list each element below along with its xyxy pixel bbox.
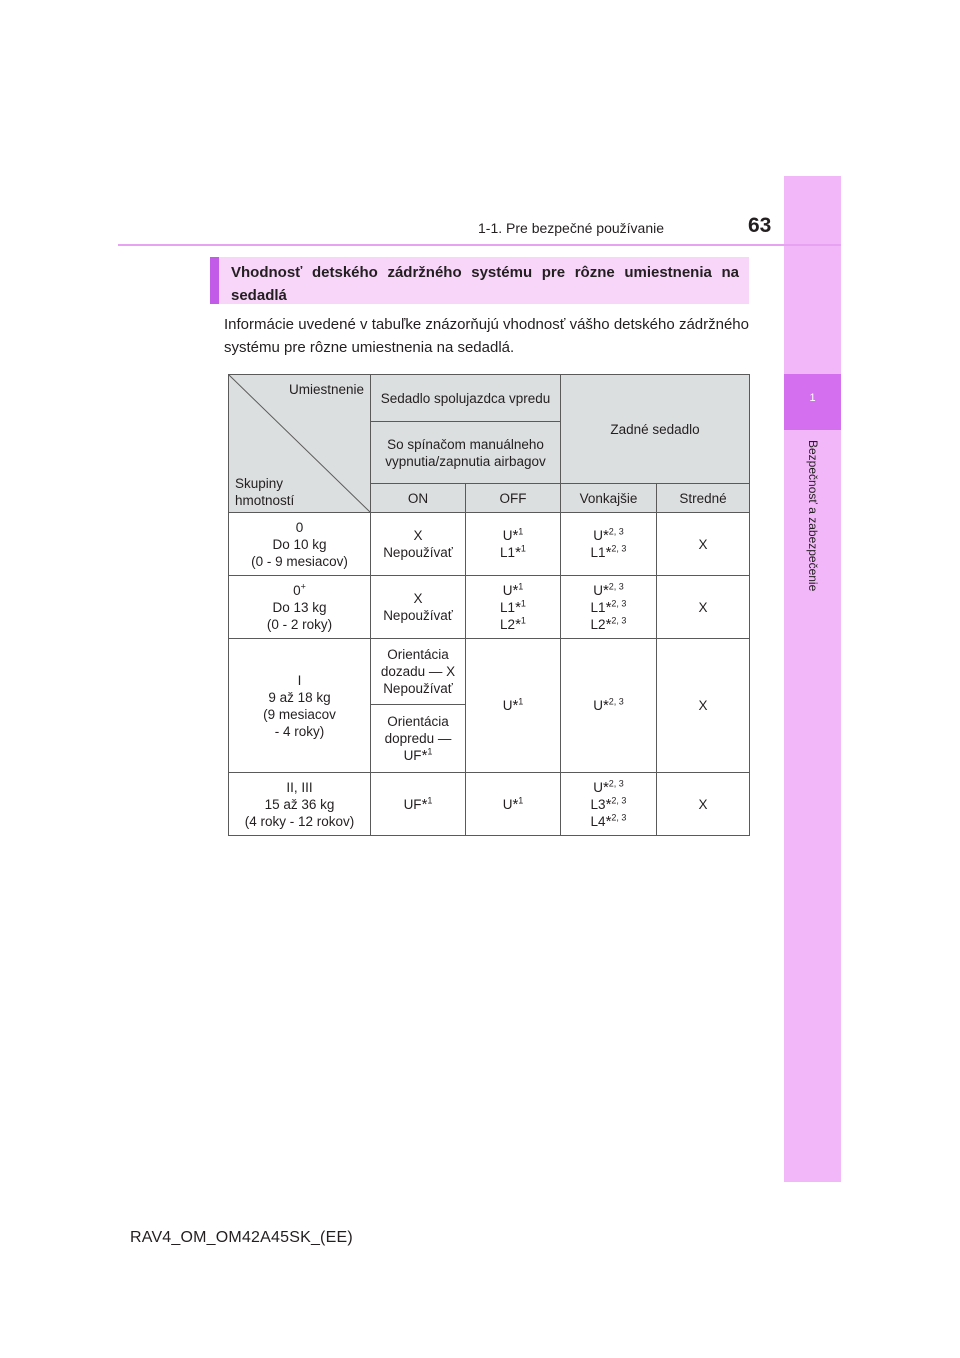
table-row: [229, 773, 750, 836]
intro-paragraph: Informácie uvedené v tabuľke znázorňujú vhodnosť vášho detského zádržného systému pre rôzne umiestnenia na sedadlá.: [224, 316, 749, 356]
table-row: [229, 576, 750, 639]
on-cell: X Nepoužívať: [371, 513, 466, 576]
col-off: OFF: [466, 484, 561, 513]
on-cell: X Nepoužívať: [371, 576, 466, 639]
outer-cell: U*$^{2, 3}$ L3*$^{2, 3}$ L4*$^{2, 3}$: [561, 773, 657, 836]
chapter-label: Bezpečnosť a zabezpečenie: [805, 440, 820, 592]
topic-title: Vhodnosť detského zádržného systému pre rôzne umiestnenia na sedadlá: [210, 257, 749, 304]
header-rule: [118, 244, 841, 246]
document-code: RAV4_OM_OM42A45SK_(EE): [130, 1229, 353, 1246]
weight-group-cell: I 9 až 18 kg (9 mesiacov - 4 roky): [229, 639, 371, 773]
compatibility-table: [228, 374, 750, 836]
airbag-switch-header: So spínačom manuálneho vypnutia/zapnutia airbagov: [371, 422, 561, 484]
weight-group-label: Skupiny hmotností: [235, 476, 295, 508]
on-cell: UF*$^1$: [371, 773, 466, 836]
rear-seat-header: Zadné sedadlo: [561, 375, 750, 484]
off-cell: U*$^1$: [466, 639, 561, 773]
corner-cell: [229, 375, 371, 513]
on-cell-rearward: Orientácia dozadu — X Nepoužívať: [371, 639, 466, 705]
weight-group-cell: II, III 15 až 36 kg (4 roky - 12 rokov): [229, 773, 371, 836]
outer-cell: U*$^{2, 3}$ L1*$^{2, 3}$ L2*$^{2, 3}$: [561, 576, 657, 639]
off-cell: U*$^1$ L1*$^1$ L2*$^1$: [466, 576, 561, 639]
col-outer: Vonkajšie: [561, 484, 657, 513]
center-cell: X: [657, 513, 750, 576]
col-on: ON: [371, 484, 466, 513]
table-row: [229, 639, 750, 705]
center-cell: X: [657, 773, 750, 836]
chapter-number-tab: 1: [784, 374, 841, 430]
weight-group-cell: 0 Do 10 kg (0 - 9 mesiacov): [229, 513, 371, 576]
placement-label: Umiestnenie: [288, 382, 364, 397]
off-cell: U*$^1$ L1*$^1$: [466, 513, 561, 576]
col-center: Stredné: [657, 484, 750, 513]
weight-group-cell: 0+ Do 13 kg (0 - 2 roky): [229, 576, 371, 639]
on-cell-forward: Orientácia dopredu — UF*$^1$: [371, 705, 466, 773]
outer-cell: U*$^{2, 3}$ L1*$^{2, 3}$: [561, 513, 657, 576]
front-seat-header: Sedadlo spolujazdca vpredu: [371, 375, 561, 422]
table-row: [229, 513, 750, 576]
center-cell: X: [657, 639, 750, 773]
page-number: 63: [748, 214, 772, 237]
off-cell: U*$^1$: [466, 773, 561, 836]
section-reference: 1-1. Pre bezpečné používanie: [478, 220, 665, 236]
outer-cell: U*$^{2, 3}$: [561, 639, 657, 773]
center-cell: X: [657, 576, 750, 639]
